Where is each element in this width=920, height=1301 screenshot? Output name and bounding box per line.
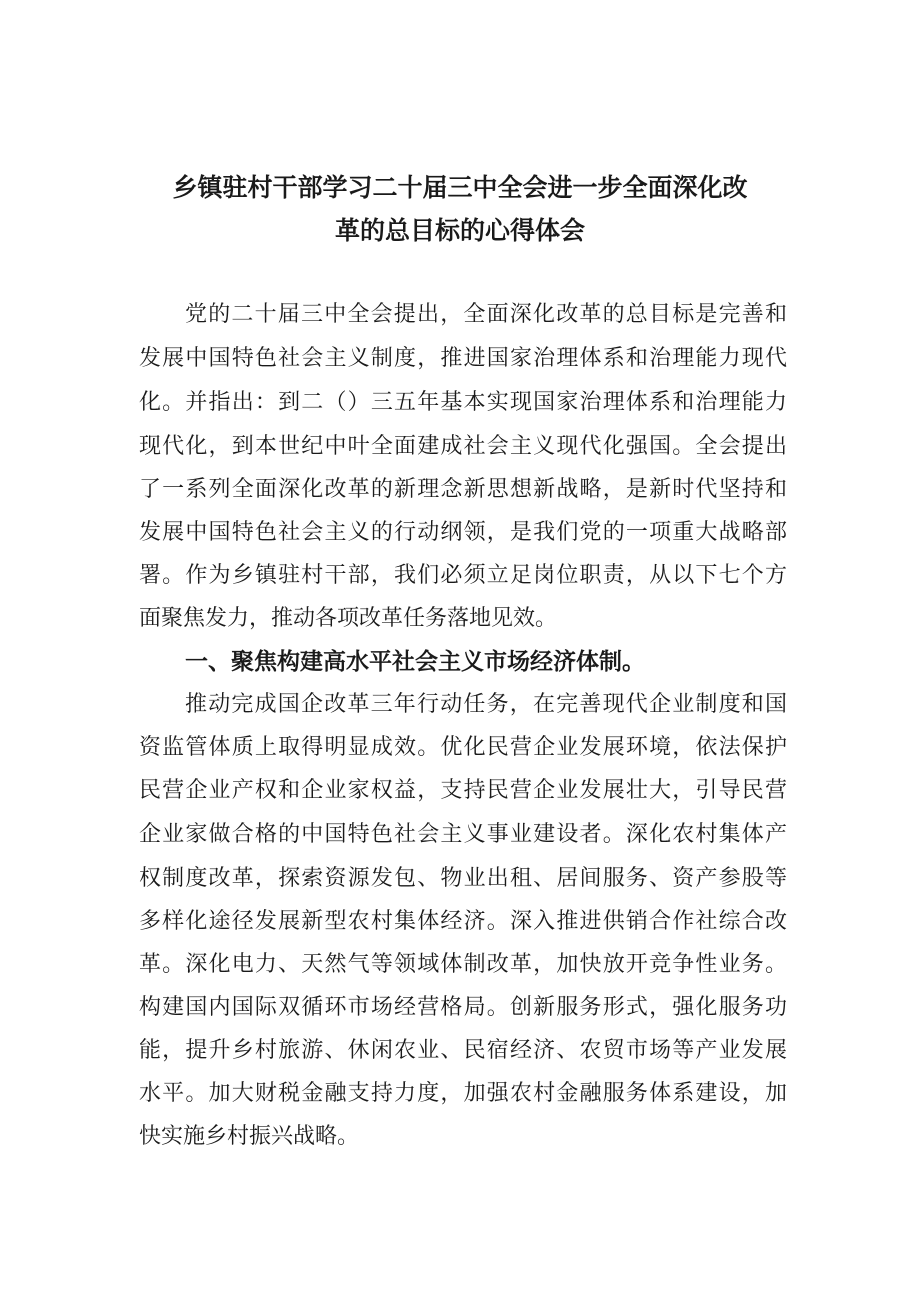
section-line: 多样化途径发展新型农村集体经济。深入推进供销合作社综合改 bbox=[139, 909, 787, 934]
section-line: 推动完成国企改革三年行动任务，在完善现代企业制度和国 bbox=[185, 692, 787, 717]
intro-line: 面聚焦发力，推动各项改革任务落地见效。 bbox=[139, 606, 558, 631]
intro-line: 发展中国特色社会主义的行动纲领，是我们党的一项重大战略部 bbox=[139, 520, 787, 545]
intro-line: 了一系列全面深化改革的新理念新思想新战略，是新时代坚持和 bbox=[139, 477, 787, 502]
section-line: 水平。加大财税金融支持力度，加强农村金融服务体系建设，加 bbox=[139, 1081, 787, 1106]
section-line: 能，提升乡村旅游、休闲农业、民宿经济、农贸市场等产业发展 bbox=[139, 1038, 787, 1063]
section-line: 权制度改革，探索资源发包、物业出租、居间服务、资产参股等 bbox=[139, 866, 787, 891]
section-line: 快实施乡村振兴战略。 bbox=[139, 1124, 360, 1149]
intro-line: 化。并指出：到二（）三五年基本实现国家治理体系和治理能力 bbox=[139, 390, 787, 415]
intro-line: 署。作为乡镇驻村干部，我们必须立足岗位职责，从以下七个方 bbox=[139, 563, 787, 588]
section-line: 资监管体质上取得明显成效。优化民营企业发展环境，依法保护 bbox=[139, 735, 787, 760]
section-line: 民营企业产权和企业家权益，支持民营企业发展壮大，引导民营 bbox=[139, 778, 787, 803]
section-heading: 一、聚焦构建高水平社会主义市场经济体制。 bbox=[185, 649, 645, 675]
intro-line: 党的二十届三中全会提出，全面深化改革的总目标是完善和 bbox=[185, 302, 787, 327]
intro-line: 现代化，到本世纪中叶全面建成社会主义现代化强国。全会提出 bbox=[139, 434, 787, 459]
document-title-line-1: 乡镇驻村干部学习二十届三中全会进一步全面深化改 bbox=[172, 173, 748, 202]
section-line: 企业家做合格的中国特色社会主义事业建设者。深化农村集体产 bbox=[139, 822, 787, 847]
section-line: 构建国内国际双循环市场经营格局。创新服务形式，强化服务功 bbox=[139, 995, 787, 1020]
document-title-line-2: 革的总目标的心得体会 bbox=[334, 216, 585, 245]
section-line: 革。深化电力、天然气等领域体制改革，加快放开竞争性业务。 bbox=[139, 952, 787, 977]
intro-line: 发展中国特色社会主义制度，推进国家治理体系和治理能力现代 bbox=[139, 346, 787, 371]
